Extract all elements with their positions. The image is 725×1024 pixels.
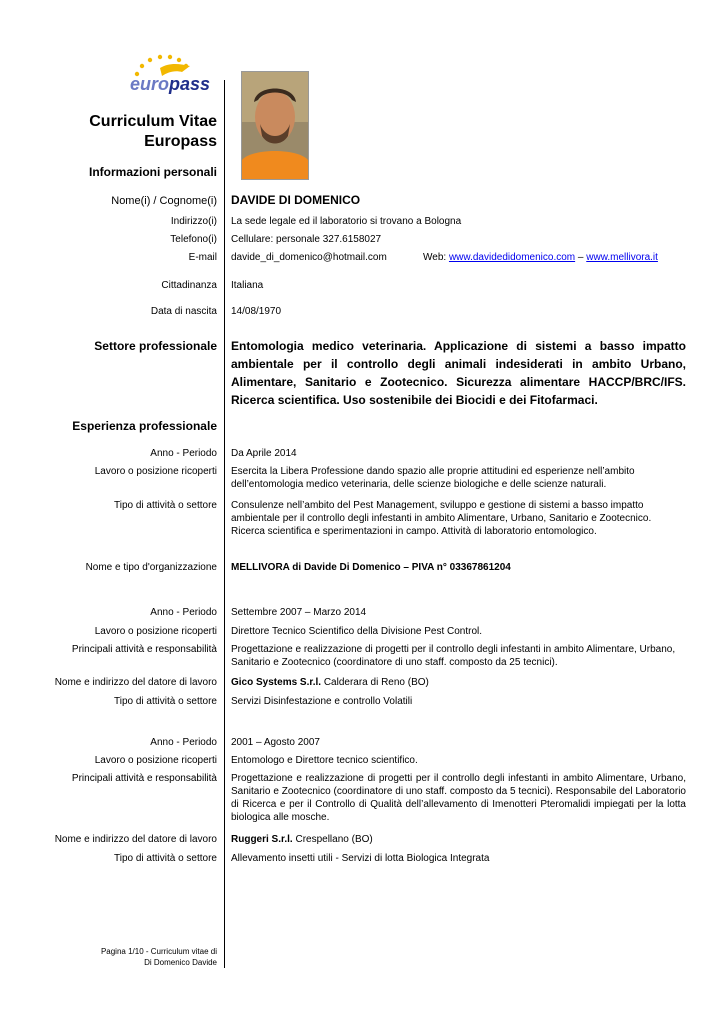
email-value[interactable]: davide_di_domenico@hotmail.com <box>231 252 387 263</box>
cv-title-line2: Europass <box>144 133 217 150</box>
web-link-mellivora[interactable]: www.mellivora.it <box>586 252 658 263</box>
web-label: Web: <box>423 252 447 263</box>
job1-period-label: Anno - Periodo <box>150 448 217 459</box>
address-value: La sede legale ed il laboratorio si trovano a Bologna <box>231 216 462 227</box>
birth-label: Data di nascita <box>150 306 217 317</box>
section-experience: Esperienza professionale <box>72 419 217 433</box>
page-footer <box>101 946 217 968</box>
job3-employer-name: Ruggeri S.r.l. <box>231 834 293 845</box>
address-label: Indirizzo(i) <box>170 216 217 227</box>
job3-type-value: Allevamento insetti utili - Servizi di lotta Biologica Integrata <box>231 853 490 864</box>
job2-type-label: Tipo di attività o settore <box>113 696 217 707</box>
job2-activities-value: Progettazione e realizzazione di progetti per il controllo degli infestanti in ambito Alimentare, Urbano, Sanitario e Zootecnico (coordinatore di uno staff. composto da 25 tecnici). <box>231 644 676 668</box>
job2-period-label: Anno - Periodo <box>150 607 217 618</box>
job1-period-value: Da Aprile 2014 <box>231 448 297 459</box>
job2-employer-place: Calderara di Reno (BO) <box>321 677 429 688</box>
job1-role-value: Esercita la Libera Professione dando spazio alle proprie attitudini ed esperienze nell’ambito dell’entomologia medico veterinaria, delle scienze biologiche e delle scienze naturali. <box>231 466 635 490</box>
job3-activities-label: Principali attività e responsabilità <box>71 773 217 784</box>
job3-type-label: Tipo di attività o settore <box>113 853 217 864</box>
web-link-davidedidomenico[interactable]: www.davidedidomenico.com <box>448 252 576 263</box>
logo-word-euro: euro <box>130 74 170 94</box>
web-links <box>423 251 658 264</box>
logo-word-pass: pass <box>169 74 211 94</box>
footer-line1: Pagina 1/10 - Curriculum vitae di <box>100 947 217 956</box>
job3-activities-value: Progettazione e realizzazione di progetti per il controllo degli infestanti in ambito Alimentare, Urbano, Sanitario e Zootecnico (coordinatore di uno staff. composto da 5 tecnici). Responsabile del Laboratorio di Ricerca e per il Controllo di Qualità dell’allevamento di Imenotteri Pteromalidi impiegati per la lotta biologica alle mosche. <box>231 773 686 823</box>
job3-period-value: 2001 – Agosto 2007 <box>231 737 320 748</box>
job1-org-label: Nome e tipo d'organizzazione <box>85 562 217 573</box>
cv-title-line1: Curriculum Vitae <box>89 113 217 130</box>
job3-period-label: Anno - Periodo <box>150 737 217 748</box>
citizenship-value: Italiana <box>231 280 264 291</box>
job2-role-value: Direttore Tecnico Scientifico della Divisione Pest Control. <box>231 626 483 637</box>
job2-type-value: Servizi Disinfestazione e controllo Volatili <box>231 696 413 707</box>
phone-value: Cellulare: personale 327.6158027 <box>231 234 382 245</box>
sector-value: Entomologia medico veterinaria. Applicazione di sistemi a basso impatto ambientale per il controllo degli animali indesiderati in ambito Urbano, Alimentare, Sanitario e Zootecnico. Sicurezza alimentare HACCP/BRC/IFS. Ricerca scientifica. Uso sostenibile dei Biocidi e dei Fitofarmaci. <box>231 339 686 407</box>
europass-logo <box>120 52 220 102</box>
footer-line2: Di Domenico Davide <box>144 958 217 967</box>
job2-period-value: Settembre 2007 – Marzo 2014 <box>231 607 367 618</box>
job2-activities-label: Principali attività e responsabilità <box>71 644 217 655</box>
column-divider <box>224 80 225 968</box>
job2-employer-name: Gico Systems S.r.l. <box>231 677 322 688</box>
portrait-photo <box>241 71 309 180</box>
name-value: DAVIDE DI DOMENICO <box>231 193 361 207</box>
citizenship-label: Cittadinanza <box>161 280 217 291</box>
job2-employer-label: Nome e indirizzo del datore di lavoro <box>54 677 217 688</box>
section-personal-info: Informazioni personali <box>88 165 217 179</box>
job1-role-label: Lavoro o posizione ricoperti <box>94 466 217 477</box>
job1-type-label: Tipo di attività o settore <box>113 500 217 511</box>
job1-org-value: MELLIVORA di Davide Di Domenico – PIVA n° 03367861204 <box>231 562 511 573</box>
job3-role-value: Entomologo e Direttore tecnico scientifico. <box>231 755 418 766</box>
phone-label: Telefono(i) <box>170 234 217 245</box>
sector-label: Settore professionale <box>94 339 217 353</box>
job3-employer-value <box>231 833 686 846</box>
email-label: E-mail <box>188 252 217 263</box>
job3-employer-place: Crespellano (BO) <box>292 834 373 845</box>
job2-role-label: Lavoro o posizione ricoperti <box>94 626 217 637</box>
web-separator: – <box>577 252 584 263</box>
cv-title <box>89 112 217 152</box>
job1-type-value: Consulenze nell’ambito del Pest Management, sviluppo e gestione di sistemi a basso impatto ambientale per il controllo degli infestanti in ambito Alimentare, Urbano, Sanitario e Zootecnico. Ricerca scientifica e sperimentazioni in campo. Attività di laboratorio entomologico. <box>231 500 652 537</box>
name-label: Nome(i) / Cognome(i) <box>111 195 217 207</box>
job3-role-label: Lavoro o posizione ricoperti <box>94 755 217 766</box>
job2-employer-value <box>231 676 686 689</box>
job3-employer-label: Nome e indirizzo del datore di lavoro <box>54 834 217 845</box>
birth-value: 14/08/1970 <box>231 306 282 317</box>
